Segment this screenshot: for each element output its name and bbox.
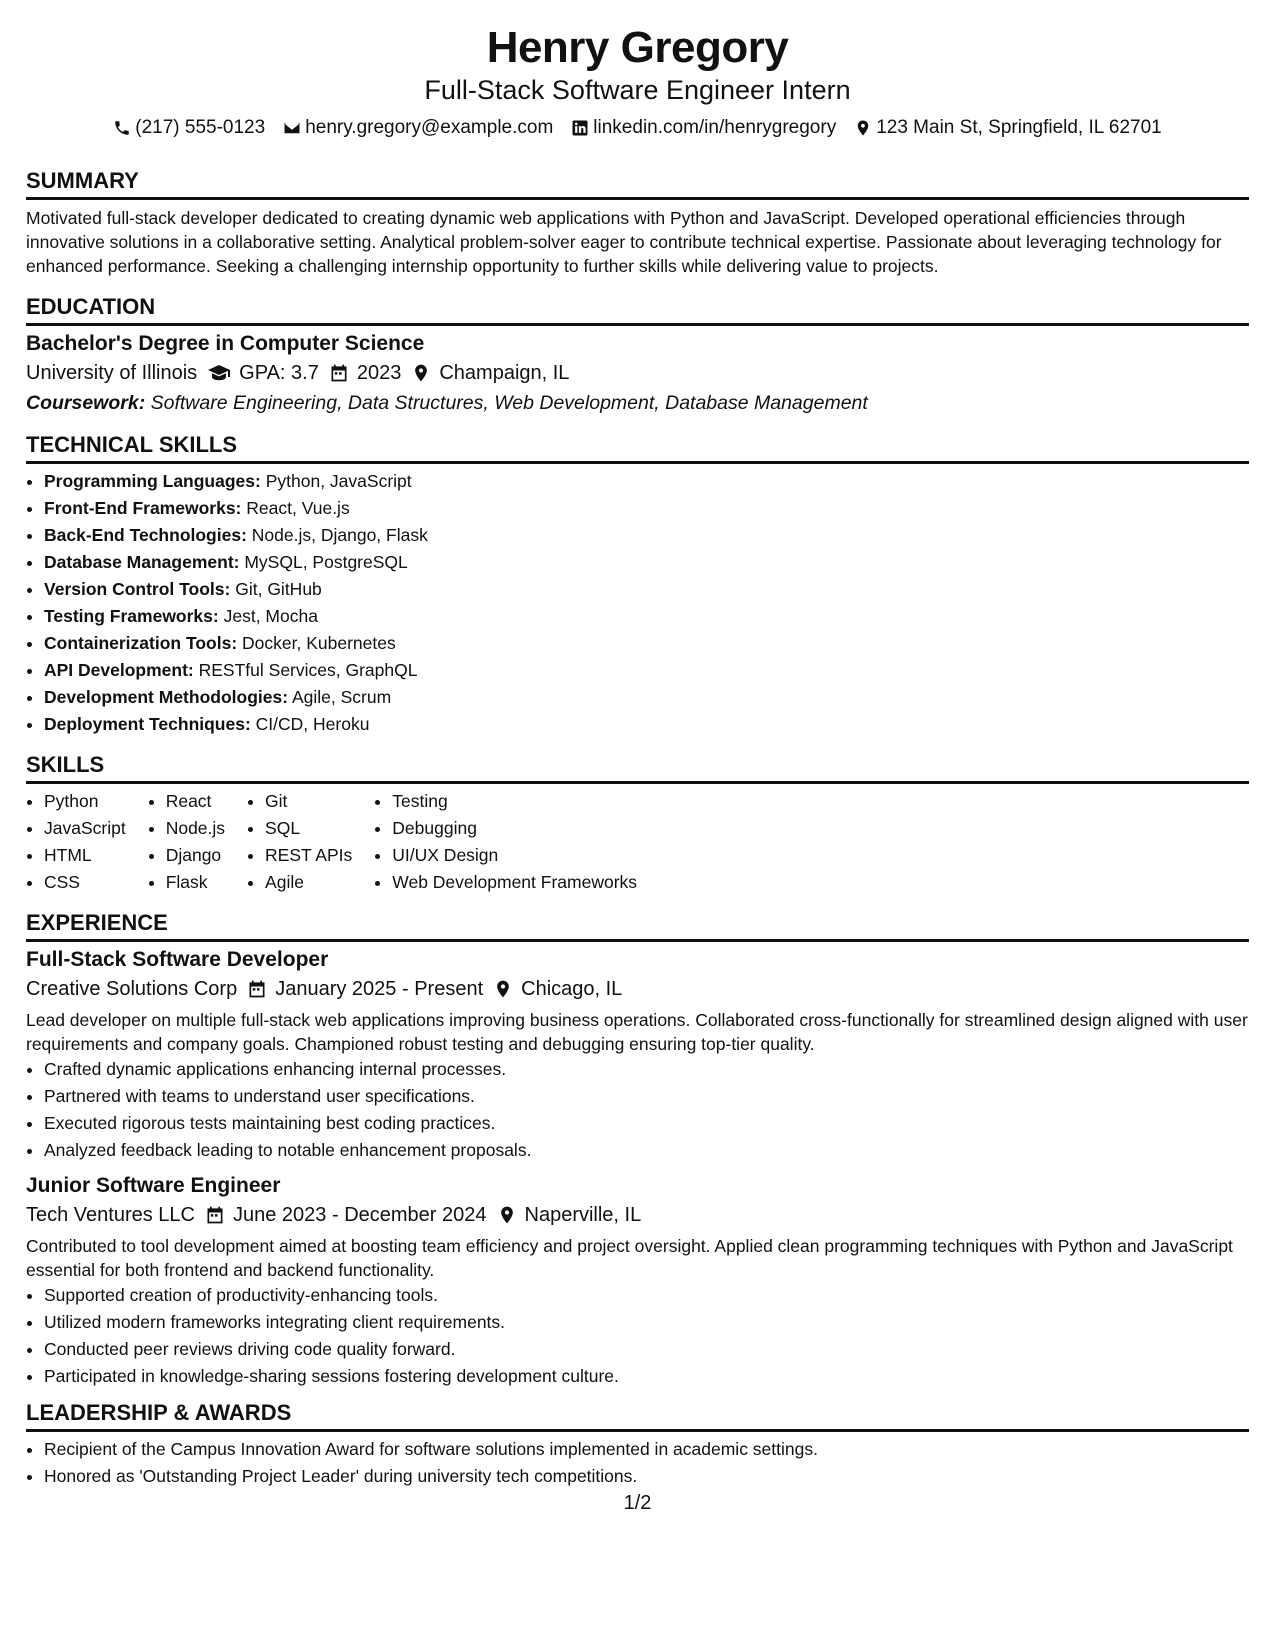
- linkedin-link[interactable]: linkedin.com/in/henrygregory: [593, 117, 837, 138]
- phone-text: (217) 555-0123: [135, 117, 266, 138]
- list-item: • Participated in knowledge-sharing sessions fostering development culture.: [44, 1363, 1249, 1390]
- calendar-icon: [329, 363, 349, 383]
- skill-values: RESTful Services, GraphQL: [198, 660, 418, 680]
- skill-values: React, Vue.js: [246, 498, 350, 518]
- map-pin-icon: [411, 363, 431, 383]
- graduation-year: 2023: [356, 362, 402, 384]
- list-item: • HTML: [44, 842, 126, 869]
- technical-skills-heading: TECHNICAL SKILLS: [26, 432, 1249, 464]
- technical-skills-section: [26, 432, 1249, 738]
- map-pin-icon: [493, 979, 513, 999]
- education-location-group: [411, 358, 569, 388]
- job-dates: January 2025 - Present: [275, 978, 484, 1000]
- contact-phone: [113, 116, 265, 140]
- list-item: • UI/UX Design: [392, 842, 637, 869]
- skill-category: Database Management:: [44, 552, 240, 572]
- skill-category: Containerization Tools:: [44, 633, 238, 653]
- list-item: • Recipient of the Campus Innovation Award for software solutions implemented in academic settings.: [44, 1436, 1249, 1463]
- job-description: Contributed to tool development aimed at boosting team efficiency and project oversight. Applied clean programming techniques with Python and JavaScript essential for both frontend and backend functionality.: [26, 1236, 1233, 1280]
- job-location: Naperville, IL: [524, 1204, 642, 1226]
- job-company: Tech Ventures LLC: [26, 1204, 195, 1226]
- experience-heading: EXPERIENCE: [26, 910, 1249, 942]
- skill-category: Deployment Techniques:: [44, 714, 251, 734]
- degree-title: Bachelor's Degree in Computer Science: [26, 332, 425, 355]
- candidate-headline: Full-Stack Software Engineer Intern: [424, 75, 851, 105]
- skill-category: Front-End Frameworks:: [44, 498, 242, 518]
- education-section: [26, 294, 1249, 418]
- list-item: • Partnered with teams to understand user specifications.: [44, 1083, 1249, 1110]
- coursework-list: Software Engineering, Data Structures, Web Development, Database Management: [150, 392, 868, 414]
- skill-category: Testing Frameworks:: [44, 606, 219, 626]
- list-item: • Git: [265, 788, 352, 815]
- skills-column: [148, 788, 225, 896]
- list-item: [44, 684, 1249, 711]
- skill-values: Python, JavaScript: [265, 471, 412, 491]
- job-location-group: [497, 1200, 642, 1230]
- education-heading: EDUCATION: [26, 294, 1249, 326]
- skill-values: Jest, Mocha: [223, 606, 318, 626]
- map-pin-icon: [497, 1205, 517, 1225]
- skill-category: Back-End Technologies:: [44, 525, 247, 545]
- list-item: • SQL: [265, 815, 352, 842]
- skills-heading: SKILLS: [26, 752, 1249, 784]
- job-dates: June 2023 - December 2024: [233, 1204, 487, 1226]
- leadership-heading: LEADERSHIP & AWARDS: [26, 1400, 1249, 1432]
- list-item: [44, 522, 1249, 549]
- email-link[interactable]: henry.gregory@example.com: [305, 117, 554, 138]
- job-bullets: [26, 1282, 1249, 1390]
- linkedin-icon: [571, 119, 589, 137]
- job-entry: [26, 946, 1249, 1164]
- page-number: 1/2: [623, 1492, 652, 1514]
- resume-header: [26, 0, 1249, 140]
- job-dates-group: [205, 1200, 487, 1230]
- job-meta: [26, 1200, 1249, 1230]
- skills-section: [26, 752, 1249, 896]
- skill-values: Git, GitHub: [235, 579, 322, 599]
- list-item: • Agile: [265, 869, 352, 896]
- list-item: • Testing: [392, 788, 637, 815]
- summary-section: [26, 168, 1249, 278]
- list-item: • React: [166, 788, 225, 815]
- job-role: Junior Software Engineer: [26, 1174, 281, 1197]
- list-item: • Conducted peer reviews driving code quality forward.: [44, 1336, 1249, 1363]
- list-item: • Debugging: [392, 815, 637, 842]
- leadership-section: [26, 1400, 1249, 1490]
- skills-column: [374, 788, 637, 896]
- list-item: • Node.js: [166, 815, 225, 842]
- skill-category: Development Methodologies:: [44, 687, 289, 707]
- list-item: [44, 711, 1249, 738]
- experience-section: [26, 910, 1249, 1390]
- summary-heading: SUMMARY: [26, 168, 1249, 200]
- skill-values: Node.js, Django, Flask: [251, 525, 428, 545]
- summary-text: Motivated full-stack developer dedicated to creating dynamic web applications with Python and JavaScript. Developed operational efficiencies through innovative solutions in a collaborative setting. Analytical problem-solver eager to contribute technical expertise. Passionate about leveraging technology for enhanced performance. Seeking a challenging internship opportunity to further skills while delivering value to projects.: [26, 208, 1222, 276]
- job-description: Lead developer on multiple full-stack web applications improving business operations. Collaborated cross-functionally for streamlined design aligned with user requirements and company goals. Championed robust testing and debugging ensuring top-tier quality.: [26, 1010, 1248, 1054]
- skills-column: [247, 788, 352, 896]
- education-meta: [26, 358, 1249, 388]
- address-text: 123 Main St, Springfield, IL 62701: [876, 117, 1162, 138]
- calendar-icon: [247, 979, 267, 999]
- technical-skills-list: [26, 468, 1249, 738]
- list-item: • Crafted dynamic applications enhancing internal processes.: [44, 1056, 1249, 1083]
- skills-column: [26, 788, 126, 896]
- list-item: • Web Development Frameworks: [392, 869, 637, 896]
- school-name: University of Illinois: [26, 362, 198, 384]
- list-item: • Utilized modern frameworks integrating client requirements.: [44, 1309, 1249, 1336]
- list-item: • Analyzed feedback leading to notable enhancement proposals.: [44, 1137, 1249, 1164]
- list-item: • Honored as 'Outstanding Project Leader' during university tech competitions.: [44, 1463, 1249, 1490]
- skill-values: MySQL, PostgreSQL: [244, 552, 408, 572]
- graduation-cap-icon: [207, 361, 231, 385]
- skill-values: Agile, Scrum: [291, 687, 392, 707]
- list-item: [44, 657, 1249, 684]
- list-item: • Python: [44, 788, 126, 815]
- list-item: [44, 630, 1249, 657]
- list-item: • JavaScript: [44, 815, 126, 842]
- skill-category: API Development:: [44, 660, 194, 680]
- list-item: [44, 549, 1249, 576]
- job-location: Chicago, IL: [521, 978, 623, 1000]
- contact-linkedin[interactable]: [571, 116, 836, 140]
- job-dates-group: [247, 974, 483, 1004]
- skills-grid: [26, 788, 1249, 896]
- calendar-icon: [205, 1205, 225, 1225]
- skill-values: CI/CD, Heroku: [255, 714, 370, 734]
- list-item: [44, 603, 1249, 630]
- map-pin-icon: [854, 119, 872, 137]
- list-item: • Executed rigorous tests maintaining best coding practices.: [44, 1110, 1249, 1137]
- skill-category: Programming Languages:: [44, 471, 261, 491]
- education-location: Champaign, IL: [439, 362, 570, 384]
- list-item: [44, 495, 1249, 522]
- contact-email[interactable]: [283, 116, 553, 140]
- job-location-group: [493, 974, 622, 1004]
- job-company: Creative Solutions Corp: [26, 978, 238, 1000]
- job-role: Full-Stack Software Developer: [26, 948, 329, 971]
- year-group: [329, 358, 402, 388]
- phone-icon: [113, 119, 131, 137]
- contact-bar: [26, 116, 1249, 140]
- job-entry: [26, 1172, 1249, 1390]
- job-meta: [26, 974, 1249, 1004]
- list-item: • REST APIs: [265, 842, 352, 869]
- coursework-label: Coursework:: [26, 392, 146, 414]
- envelope-icon: [283, 119, 301, 137]
- list-item: • CSS: [44, 869, 126, 896]
- list-item: [44, 576, 1249, 603]
- leadership-list: [26, 1436, 1249, 1490]
- coursework-line: [26, 388, 1249, 418]
- skill-values: Docker, Kubernetes: [242, 633, 396, 653]
- list-item: • Flask: [166, 869, 225, 896]
- candidate-name: Henry Gregory: [486, 23, 789, 72]
- contact-address: [854, 116, 1162, 140]
- list-item: [44, 468, 1249, 495]
- list-item: • Supported creation of productivity-enhancing tools.: [44, 1282, 1249, 1309]
- skill-category: Version Control Tools:: [44, 579, 231, 599]
- gpa-text: GPA: 3.7: [239, 362, 319, 384]
- list-item: • Django: [166, 842, 225, 869]
- job-bullets: [26, 1056, 1249, 1164]
- gpa-group: [207, 358, 319, 388]
